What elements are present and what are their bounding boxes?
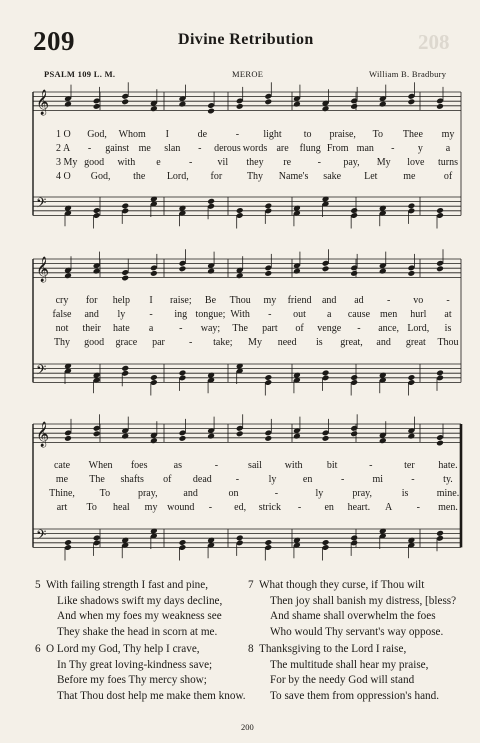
lyric-syllable: words <box>242 143 268 154</box>
lyric-line <box>0 488 480 502</box>
notehead <box>179 435 187 442</box>
lyric-syllable: way; <box>200 323 221 334</box>
lyric-syllable: good <box>84 337 105 348</box>
lyric-syllable: Thou <box>229 295 251 306</box>
notehead <box>207 108 215 115</box>
stanza-line: For by the needy God will stand <box>270 674 415 686</box>
lyric-syllable: flung <box>299 143 321 154</box>
lyric-syllable: Whom <box>118 129 146 140</box>
lyric-syllable: Lord, <box>166 171 189 182</box>
lyric-syllable: take; <box>213 337 233 348</box>
lyric-syllable: When <box>88 460 113 471</box>
lyric-syllable: for <box>210 171 223 182</box>
lyric-syllable: - <box>198 143 202 154</box>
lyric-syllable: me <box>55 474 69 485</box>
lyric-syllable: of <box>443 171 453 182</box>
lyric-syllable: 3 My <box>56 157 78 168</box>
lyric-syllable: mine. <box>436 488 460 499</box>
notehead <box>407 98 415 105</box>
lyric-line <box>0 323 480 337</box>
lyric-syllable: cate <box>53 460 71 471</box>
stanza-7 <box>248 578 457 640</box>
lyric-syllable: To <box>86 502 97 513</box>
lyric-syllable: as <box>173 460 182 471</box>
lyric-syllable: en <box>302 474 313 485</box>
lyric-line <box>0 474 480 488</box>
lyric-syllable: of <box>163 474 172 485</box>
lyric-syllable: raise; <box>169 295 192 306</box>
lyric-syllable: is <box>401 488 409 499</box>
lyric-syllable: me <box>403 171 416 182</box>
lyric-syllable: sake <box>323 171 342 182</box>
stanza-number: 7 <box>248 579 254 591</box>
notehead <box>264 374 272 381</box>
lyric-syllable: Name's <box>278 171 309 182</box>
lyric-syllable: bit <box>326 460 338 471</box>
lyric-syllable: grace <box>115 337 138 348</box>
lyric-syllable: help <box>112 295 130 306</box>
lyric-syllable: they <box>246 157 264 168</box>
notehead <box>179 265 187 272</box>
notehead <box>350 535 358 542</box>
stanza-line: Before my foes Thy mercy show; <box>57 674 207 686</box>
notehead <box>121 275 129 282</box>
lyric-syllable: ance, <box>378 323 400 334</box>
lyric-syllable: hurl <box>410 309 427 320</box>
notehead <box>264 270 272 277</box>
notehead <box>379 101 387 108</box>
notehead <box>236 207 244 214</box>
lyric-syllable: par <box>152 337 165 348</box>
lyric-syllable: tongue; <box>195 309 226 320</box>
lyric-syllable: out <box>293 309 306 320</box>
lyric-syllable: With <box>230 309 250 320</box>
stanza-number: 6 <box>35 643 41 655</box>
lyric-line <box>0 309 480 323</box>
lyric-syllable: ly <box>268 474 277 485</box>
lyric-syllable: is <box>444 323 452 334</box>
lyric-syllable: men <box>380 309 398 320</box>
lyric-syllable: My <box>248 337 262 348</box>
notehead <box>350 270 358 277</box>
lyric-syllable: 2 A <box>56 143 71 154</box>
notehead <box>150 437 158 444</box>
stanza-line: Like shadows swift my days decline, <box>57 594 223 607</box>
notehead <box>322 435 330 442</box>
stanza-number: 5 <box>35 579 41 591</box>
psalm-reference: PSALM 109 L. M. <box>44 69 116 79</box>
lyric-syllable: ly <box>117 309 126 320</box>
notehead <box>350 430 358 437</box>
lyric-syllable: sail <box>248 460 262 471</box>
lyric-syllable: Lord, <box>407 323 430 334</box>
notehead <box>407 270 415 277</box>
lyric-syllable: - <box>411 474 415 485</box>
lyric-syllable: God, <box>87 129 107 140</box>
notehead <box>179 101 187 108</box>
lyric-syllable: pray, <box>137 488 158 499</box>
lyric-syllable: and <box>376 337 391 348</box>
lyric-syllable: ad <box>354 295 364 306</box>
stanza-5 <box>35 578 223 640</box>
notehead <box>436 370 444 377</box>
notehead <box>350 374 358 381</box>
lyric-syllable: I <box>165 129 169 140</box>
lyric-syllable: part <box>262 323 278 334</box>
notehead <box>379 268 387 275</box>
stanza-line: O Lord my God, Thy help I crave, <box>46 643 200 655</box>
lyric-syllable: their <box>82 323 101 334</box>
lyric-line <box>0 157 480 171</box>
lyric-syllable: - <box>235 474 240 485</box>
lyric-syllable: hate. <box>438 460 458 471</box>
stanza-line: What though they curse, if Thou wilt <box>259 579 425 591</box>
lyric-syllable: need <box>277 337 297 348</box>
lyric-syllable: 1 O <box>56 129 71 140</box>
lyric-syllable: light <box>263 129 282 140</box>
lyric-syllable: great, <box>340 337 363 348</box>
lyric-syllable: - <box>369 460 373 471</box>
lyric-syllable: pay, <box>343 157 360 168</box>
lyric-syllable: - <box>386 295 391 306</box>
lyric-syllable: love <box>407 157 425 168</box>
notehead <box>322 105 330 112</box>
lyric-syllable: my <box>263 295 277 306</box>
lyric-syllable: A <box>384 502 393 513</box>
notehead <box>436 103 444 110</box>
lyric-syllable: art <box>56 502 68 513</box>
lyric-syllable: false <box>52 309 72 320</box>
lyric-syllable: turns <box>438 157 458 168</box>
lyric-syllable: gainst <box>105 143 130 154</box>
notehead <box>407 433 415 440</box>
lyric-syllable: venge <box>317 323 342 334</box>
lyric-syllable: heart. <box>347 502 371 513</box>
lyric-line <box>0 129 480 143</box>
notehead <box>293 268 301 275</box>
stanza-line: In Thy great loving-kindness save; <box>57 658 213 671</box>
notehead <box>322 265 330 272</box>
stanza-line: With failing strength I fast and pine, <box>46 579 209 591</box>
lyric-syllable: of <box>295 323 304 334</box>
notehead <box>264 435 272 442</box>
lyric-syllable: To <box>99 488 111 499</box>
lyric-syllable: slan <box>164 143 181 154</box>
notehead <box>64 272 72 279</box>
lyric-syllable: cause <box>347 309 371 320</box>
bass-clef-icon: 𝄢 <box>36 529 47 546</box>
lyric-syllable: men. <box>438 502 458 513</box>
notehead <box>407 374 415 381</box>
lyric-syllable: - <box>341 474 345 485</box>
lyric-syllable: - <box>214 460 219 471</box>
lyric-syllable: Be <box>204 295 217 306</box>
lyric-syllable: - <box>188 157 193 168</box>
lyric-syllable: - <box>188 337 193 348</box>
lyric-syllable: and <box>183 488 198 499</box>
lyric-syllable: The <box>232 323 248 334</box>
notehead <box>264 203 272 210</box>
notehead <box>121 203 129 210</box>
lyric-syllable: - <box>317 157 321 168</box>
lyric-syllable: - <box>391 143 395 154</box>
lyric-syllable: - <box>357 323 361 334</box>
lyric-line <box>0 295 480 309</box>
lyric-syllable: friend <box>287 295 312 306</box>
stanza-line: And shame shall overwhelm the foes <box>270 610 436 622</box>
lyric-syllable: Thine, <box>49 488 75 499</box>
notehead <box>236 272 244 279</box>
lyric-syllable: - <box>149 309 153 320</box>
bass-clef-icon: 𝄢 <box>36 364 47 381</box>
tune-name: MEROE <box>232 69 264 79</box>
notehead <box>150 374 158 381</box>
lyric-syllable: ty. <box>443 474 453 485</box>
lyric-syllable: ly <box>315 488 324 499</box>
lyric-syllable: good <box>84 157 105 168</box>
notehead <box>150 270 158 277</box>
notehead <box>322 539 330 546</box>
lyric-syllable: - <box>179 323 183 334</box>
notehead <box>436 207 444 214</box>
lyric-syllable: - <box>268 309 272 320</box>
notehead <box>264 98 272 105</box>
lyric-syllable: The <box>89 474 105 485</box>
stanza-line: The multitude shall hear my praise, <box>270 658 429 671</box>
hymn-title: Divine Retribution <box>178 31 314 48</box>
lyric-syllable: Let <box>364 171 378 182</box>
lyric-syllable: Thy <box>246 171 264 182</box>
lyric-syllable: my <box>441 129 455 140</box>
lyric-syllable: dead <box>192 474 212 485</box>
notehead <box>121 433 129 440</box>
lyric-syllable: with <box>117 157 136 168</box>
stanza-line: Then joy shall banish my distress, [bless? <box>270 594 457 607</box>
stanza-line: Who would Thy servant's way oppose. <box>270 625 444 638</box>
lyric-syllable: ing <box>174 309 188 320</box>
lyric-syllable: praise, <box>329 129 356 140</box>
lyric-syllable: not <box>55 323 69 334</box>
notehead <box>350 207 358 214</box>
lyric-syllable: foes <box>130 460 148 471</box>
stanza-line: Thanksgiving to the Lord I raise, <box>259 643 407 655</box>
lyric-syllable: 4 O <box>56 171 71 182</box>
notehead <box>236 535 244 542</box>
lyric-syllable: en <box>324 502 334 513</box>
lyric-syllable: vil <box>217 157 229 168</box>
lyric-syllable: man <box>356 143 374 154</box>
lyric-syllable: heal <box>113 502 130 513</box>
lyric-syllable: and <box>321 295 337 306</box>
notehead <box>293 101 301 108</box>
lyric-syllable: to <box>303 129 312 140</box>
notehead <box>64 539 72 546</box>
notehead <box>236 430 244 437</box>
notehead <box>179 539 187 546</box>
lyric-syllable: - <box>416 502 420 513</box>
lyric-syllable: strick <box>258 502 281 513</box>
treble-clef-icon: 𝄞 <box>36 256 50 281</box>
notehead <box>322 370 330 377</box>
lyric-syllable: at <box>444 309 452 320</box>
lyric-syllable: ed, <box>234 502 247 513</box>
bass-clef-icon: 𝄢 <box>36 197 47 214</box>
lyric-syllable: hate <box>113 323 130 334</box>
lyric-syllable: Thou <box>437 337 459 348</box>
notehead <box>64 101 72 108</box>
notehead <box>436 265 444 272</box>
notehead <box>264 539 272 546</box>
stanza-line: And when my foes my weakness see <box>57 610 222 622</box>
lyric-syllable: pray, <box>352 488 373 499</box>
lyric-syllable: - <box>235 129 240 140</box>
lyric-syllable: - <box>274 488 279 499</box>
lyric-syllable: ter <box>404 460 415 471</box>
lyric-syllable: and <box>84 309 99 320</box>
lyric-syllable: on <box>228 488 239 499</box>
lyric-syllable: a <box>326 309 332 320</box>
lyric-syllable: cry <box>55 295 69 306</box>
lyric-syllable: derous <box>214 143 241 154</box>
lyric-syllable: - <box>208 502 213 513</box>
lyric-syllable: a <box>148 323 154 334</box>
lyric-syllable: with <box>284 460 303 471</box>
page-number: 200 <box>241 722 254 732</box>
lyric-syllable: great <box>405 337 426 348</box>
lyric-syllable: My <box>376 157 391 168</box>
notehead <box>207 268 215 275</box>
lyric-syllable: is <box>315 337 323 348</box>
lyric-syllable: the <box>133 171 146 182</box>
notehead <box>64 435 72 442</box>
lyric-syllable: me <box>138 143 151 154</box>
notehead <box>93 207 101 214</box>
notehead <box>207 433 215 440</box>
lyric-syllable: God, <box>90 171 111 182</box>
lyric-syllable: vo <box>413 295 424 306</box>
lyric-line <box>0 502 480 516</box>
stanza-line: That Thou dost help me make them know. <box>57 689 246 702</box>
notehead <box>179 370 187 377</box>
lyric-line <box>0 171 480 185</box>
notehead <box>207 198 215 205</box>
notehead <box>379 437 387 444</box>
lyric-syllable: - <box>297 502 302 513</box>
lyric-syllable: To <box>372 129 384 140</box>
lyric-syllable: mi <box>372 474 384 485</box>
stanza-line: To save them from oppression's hand. <box>270 689 440 702</box>
lyric-syllable: wound <box>167 502 195 513</box>
notehead <box>121 98 129 105</box>
notehead <box>436 530 444 537</box>
lyric-syllable: From <box>326 143 349 154</box>
lyric-syllable: my <box>144 502 158 513</box>
stanza-8 <box>248 642 440 704</box>
notehead <box>150 105 158 112</box>
notehead <box>236 103 244 110</box>
notehead <box>93 103 101 110</box>
notehead <box>121 365 129 372</box>
notehead <box>436 440 444 447</box>
notehead <box>350 103 358 110</box>
lyric-syllable: e <box>156 157 161 168</box>
lyric-syllable: Thy <box>53 337 71 348</box>
notehead <box>93 268 101 275</box>
lyric-line <box>0 460 480 474</box>
lyric-syllable: a <box>445 143 451 154</box>
notehead <box>407 203 415 210</box>
hymn-number: 209 <box>33 26 75 56</box>
composer: William B. Bradbury <box>369 69 447 79</box>
bleed-through-hymn-number: 208 <box>418 30 450 54</box>
lyric-line <box>0 337 480 351</box>
lyric-line <box>0 143 480 157</box>
lyric-syllable: de <box>197 129 208 140</box>
lyric-syllable: - <box>87 143 92 154</box>
lyric-syllable: are <box>276 143 289 154</box>
lyric-syllable: for <box>85 295 98 306</box>
notehead <box>93 430 101 437</box>
treble-clef-icon: 𝄞 <box>36 421 50 446</box>
lyric-syllable: y <box>417 143 423 154</box>
lyric-syllable: Thee <box>402 129 423 140</box>
lyric-syllable: - <box>446 295 450 306</box>
treble-clef-icon: 𝄞 <box>36 89 50 114</box>
lyric-syllable: I <box>149 295 153 306</box>
notehead <box>293 433 301 440</box>
notehead <box>93 535 101 542</box>
lyric-syllable: re <box>283 157 292 168</box>
stanza-number: 8 <box>248 643 254 655</box>
stanza-6 <box>35 642 246 704</box>
lyric-syllable: shafts <box>120 474 144 485</box>
stanza-line: They shake the head in scorn at me. <box>57 625 218 638</box>
